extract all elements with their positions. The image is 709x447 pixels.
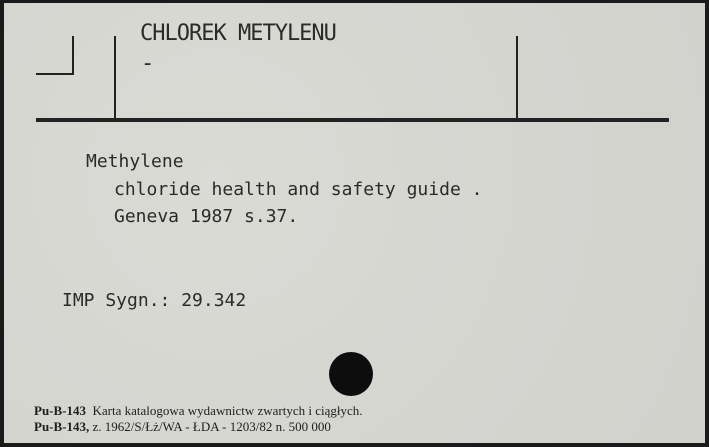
punch-hole bbox=[329, 352, 373, 396]
footer-text-1: Karta katalogowa wydawnictw zwartych i ciągłych. bbox=[92, 403, 363, 418]
heading-right-divider bbox=[516, 36, 518, 118]
left-corner-horizontal-line bbox=[36, 73, 74, 75]
heading-dash: - bbox=[141, 51, 155, 76]
card-heading: CHLOREK METYLENU bbox=[140, 21, 336, 46]
entry-line-2: chloride health and safety guide . bbox=[114, 179, 483, 200]
entry-line-1: Methylene bbox=[86, 151, 184, 172]
footer-text-2: z. 1962/S/Łż/WA - ŁDA - 1203/82 n. 500 000 bbox=[92, 419, 331, 434]
entry-line-3: Geneva 1987 s.37. bbox=[114, 206, 299, 227]
footer-line-2 bbox=[34, 419, 331, 435]
footer-code-1: Pu-B-143 bbox=[34, 403, 86, 418]
catalog-card bbox=[4, 3, 705, 443]
footer-code-2: Pu-B-143, bbox=[34, 419, 90, 434]
heading-left-divider bbox=[114, 36, 116, 118]
heading-rule bbox=[36, 118, 669, 122]
signature-line: IMP Sygn.: 29.342 bbox=[62, 290, 247, 311]
footer-line-1 bbox=[34, 403, 363, 419]
left-corner-vertical-line bbox=[72, 36, 74, 74]
